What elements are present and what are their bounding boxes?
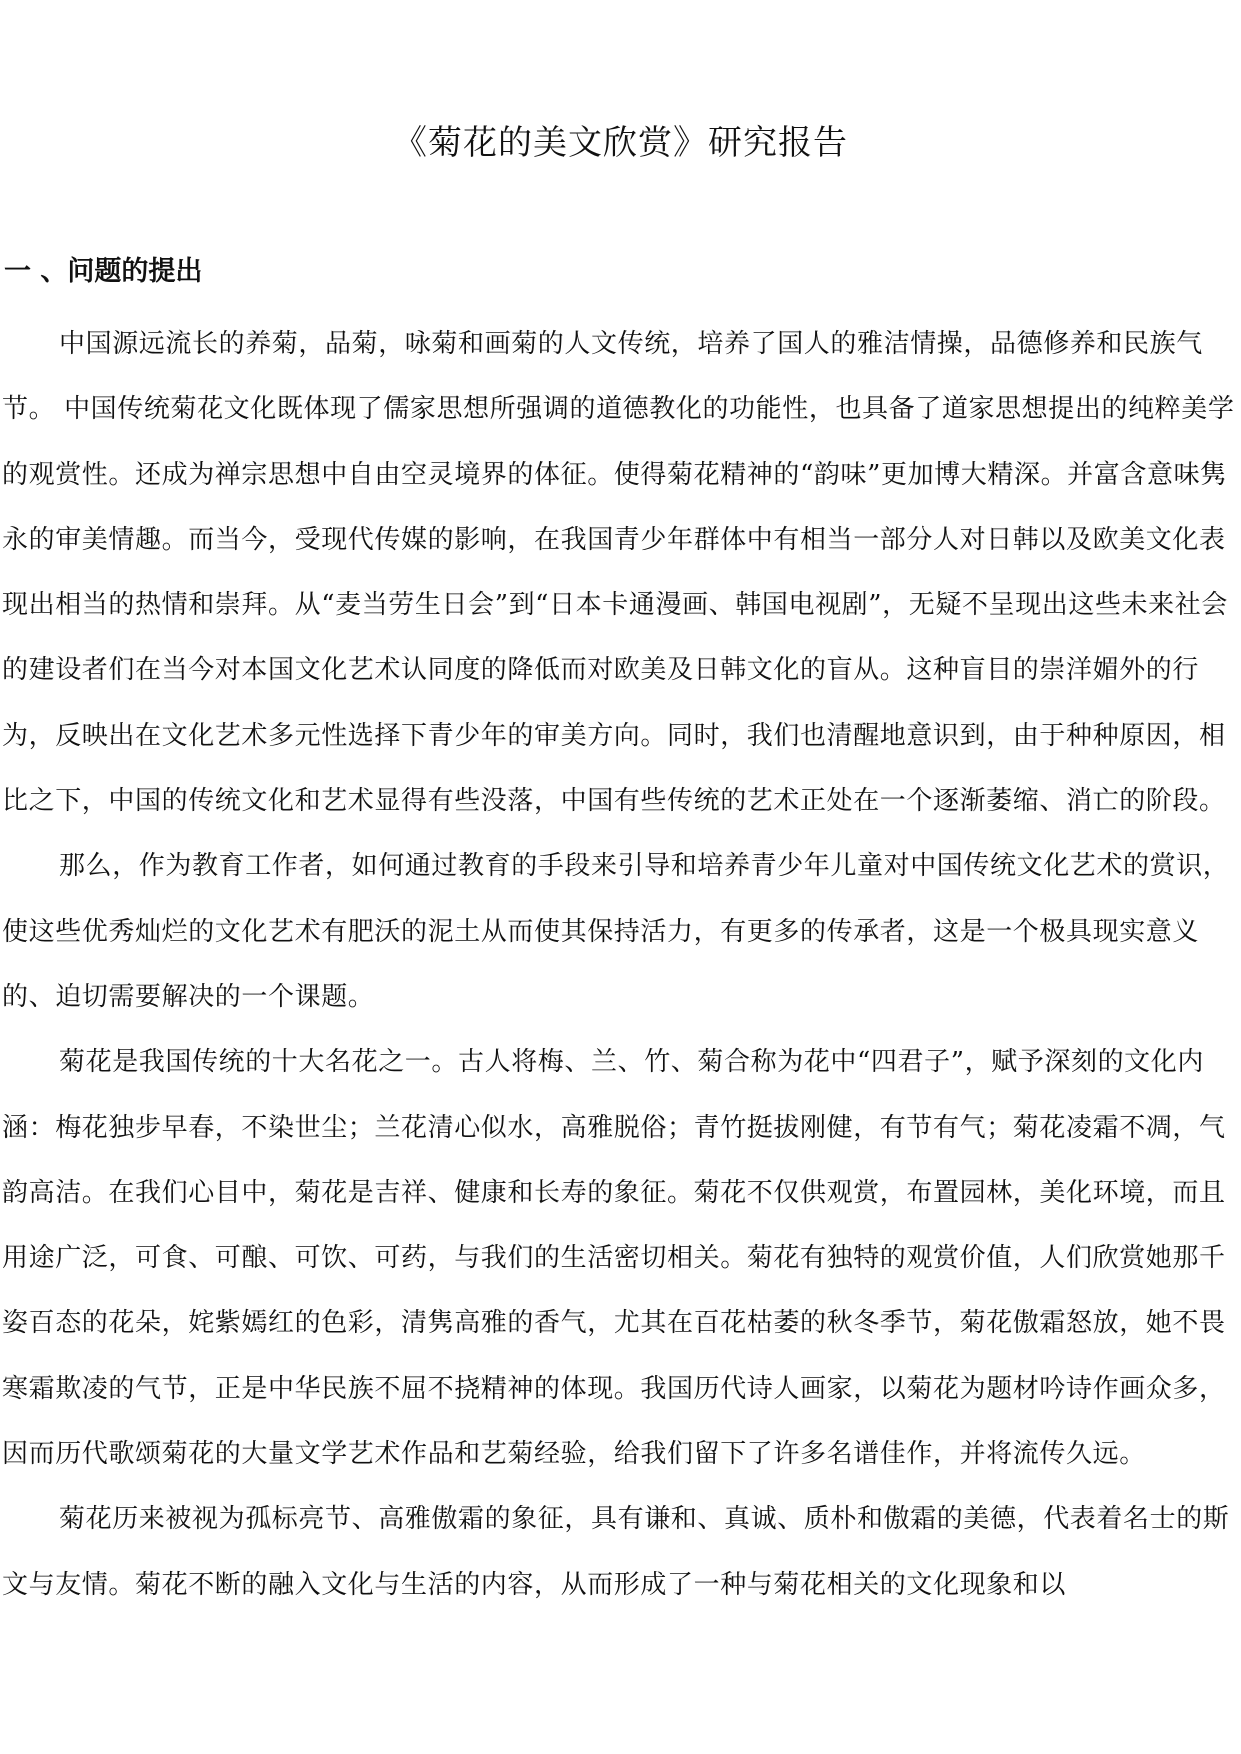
document-body [2, 312, 1238, 1618]
section-heading: 一 、问题的提出 [4, 256, 203, 287]
body-paragraph: 菊花是我国传统的十大名花之一。古人将梅、兰、竹、菊合称为花中“四君子”，赋予深刻的文化内涵：梅花独步早春，不染世尘；兰花清心似水，高雅脱俗；青竹挺拔刚健，有节有气；菊花凌霜不凋，气韵高洁。在我们心目中，菊花是吉祥、健康和长寿的象征。菊花不仅供观赏，布置园林，美化环境，而且用途广泛，可食、可酿、可饮、可药，与我们的生活密切相关。菊花有独特的观赏价值，人们欣赏她那千姿百态的花朵，姹紫嫣红的色彩，清隽高雅的香气，尤其在百花枯萎的秋冬季节，菊花傲霜怒放，她不畏寒霜欺凌的气节，正是中华民族不屈不挠精神的体现。我国历代诗人画家，以菊花为题材吟诗作画众多，因而历代歌颂菊花的大量文学艺术作品和艺菊经验，给我们留下了许多名谱佳作，并将流传久远。 [2, 1047, 1226, 1470]
body-paragraph: 中国源远流长的养菊，品菊，咏菊和画菊的人文传统，培养了国人的雅洁情操，品德修养和民族气节。 中国传统菊花文化既体现了儒家思想所强调的道德教化的功能性，也具备了道家思想提出的纯粹美学的观赏性。还成为禅宗思想中自由空灵境界的体征。使得菊花精神的“韵味”更加博大精深。并富含意味隽永的审美情趣。而当今，受现代传媒的影响，在我国青少年群体中有相当一部分人对日韩以及欧美文化表现出相当的热情和崇拜。从“麦当劳生日会”到“日本卡通漫画、韩国电视剧”，无疑不呈现出这些未来社会的建设者们在当今对本国文化艺术认同度的降低而对欧美及日韩文化的盲从。这种盲目的崇洋媚外的行为，反映出在文化艺术多元性选择下青少年的审美方向。同时，我们也清醒地意识到，由于种种原因，相比之下，中国的传统文化和艺术显得有些没落，中国有些传统的艺术正处在一个逐渐萎缩、消亡的阶段。 [2, 329, 1235, 817]
body-paragraph: 菊花历来被视为孤标亮节、高雅傲霜的象征，具有谦和、真诚、质朴和傲霜的美德，代表着名士的斯文与友情。菊花不断的融入文化与生活的内容，从而形成了一种与菊花相关的文化现象和以 [2, 1504, 1230, 1600]
body-paragraph: 那么，作为教育工作者，如何通过教育的手段来引导和培养青少年儿童对中国传统文化艺术的赏识，使这些优秀灿烂的文化艺术有肥沃的泥土从而使其保持活力，有更多的传承者，这是一个极具现实意义的、迫切需要解决的一个课题。 [2, 851, 1230, 1012]
document-title: 《菊花的美文欣赏》研究报告 [393, 123, 848, 163]
